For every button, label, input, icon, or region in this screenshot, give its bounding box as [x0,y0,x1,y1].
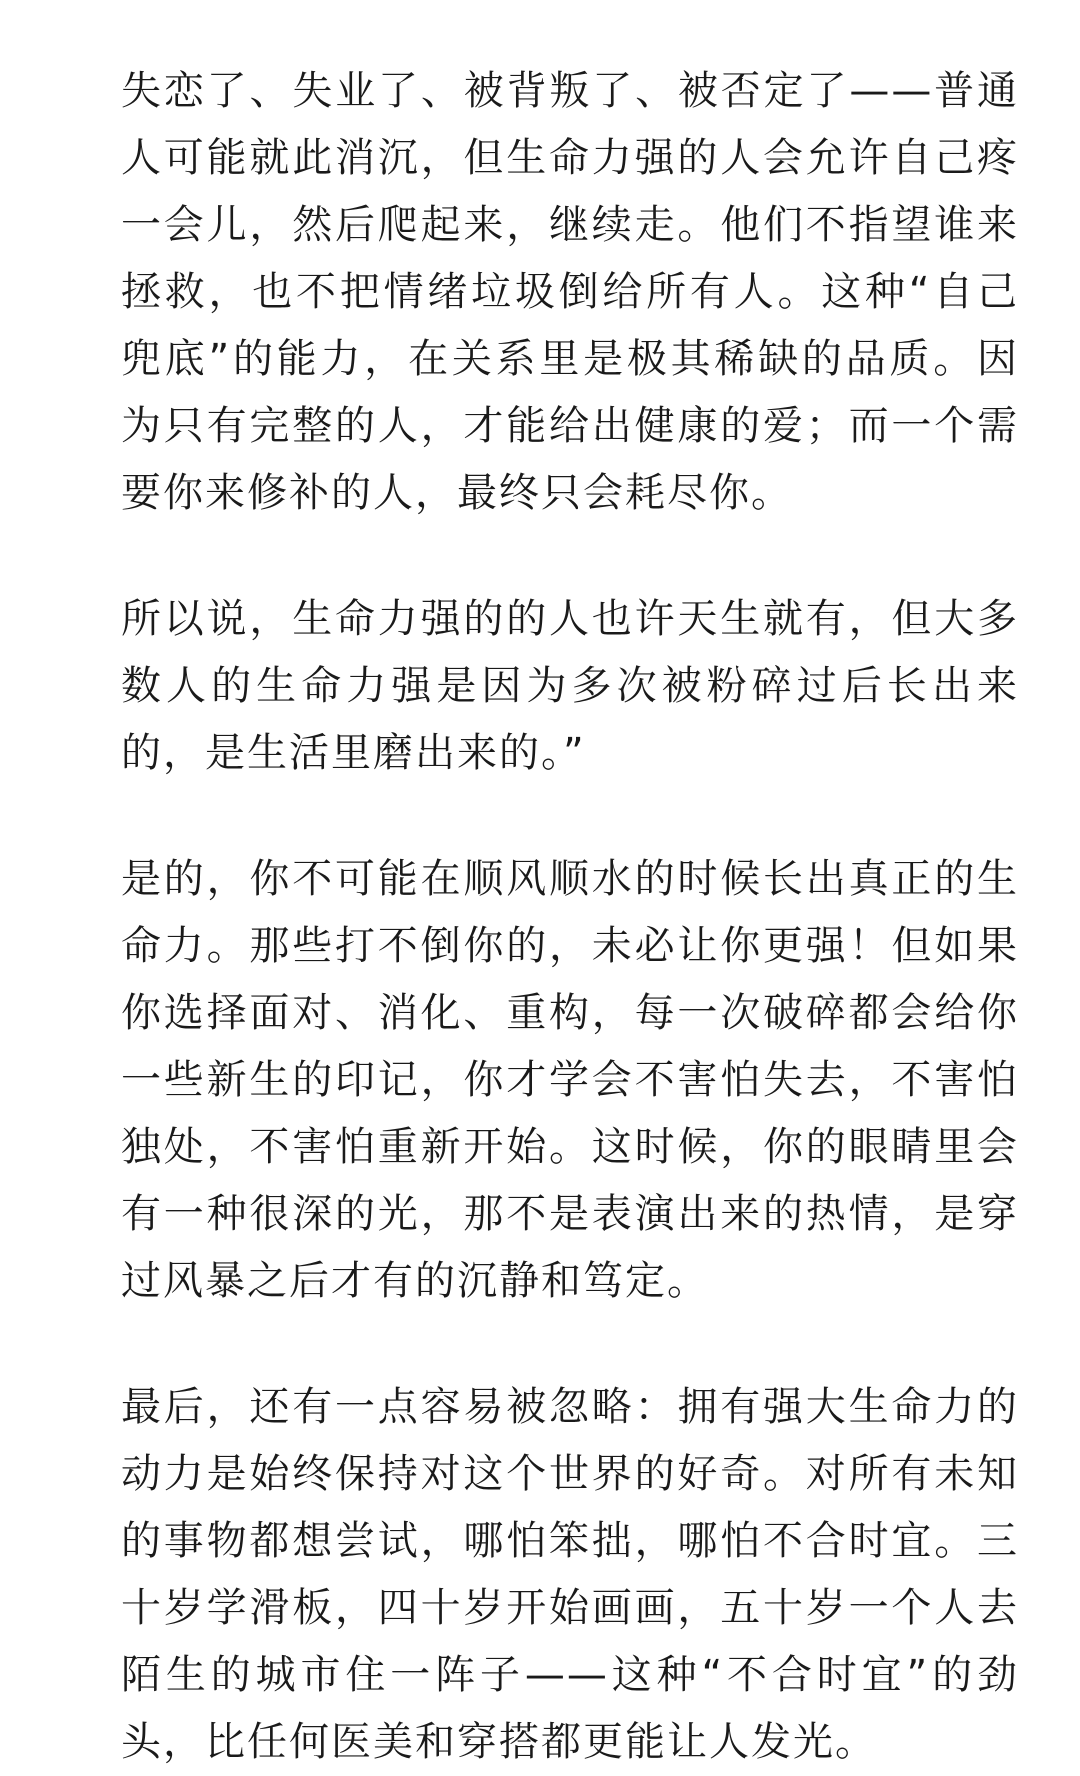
article-body [121,58,1019,1776]
paragraph-3: 是的，你不可能在顺风顺水的时候长出真正的生命力。那些打不倒你的，未必让你更强！但如果你选择面对、消化、重构，每一次破碎都会给你一些新生的印记，你才学会不害怕失去，不害怕独处，不害怕重新开始。这时候，你的眼睛里会有一种很深的光，那不是表演出来的热情，是穿过风暴之后才有的沉静和笃定。 [121,856,1019,1304]
paragraph-4: 最后，还有一点容易被忽略：拥有强大生命力的动力是始终保持对这个世界的好奇。对所有未知的事物都想尝试，哪怕笨拙，哪怕不合时宜。三十岁学滑板，四十岁开始画画，五十岁一个人去陌生的城市住一阵子——这种“不合时宜”的劲头，比任何医美和穿搭都更能让人发光。 [121,1384,1019,1765]
paragraph-1: 失恋了、失业了、被背叛了、被否定了——普通人可能就此消沉，但生命力强的人会允许自己疼一会儿，然后爬起来，继续走。他们不指望谁来拯救，也不把情绪垃圾倒给所有人。这种“自己兜底”的能力，在关系里是极其稀缺的品质。因为只有完整的人，才能给出健康的爱；而一个需要你来修补的人，最终只会耗尽你。 [121,68,1019,516]
paragraph-2: 所以说，生命力强的的人也许天生就有，但大多数人的生命力强是因为多次被粉碎过后长出来的，是生活里磨出来的。” [121,596,1019,776]
